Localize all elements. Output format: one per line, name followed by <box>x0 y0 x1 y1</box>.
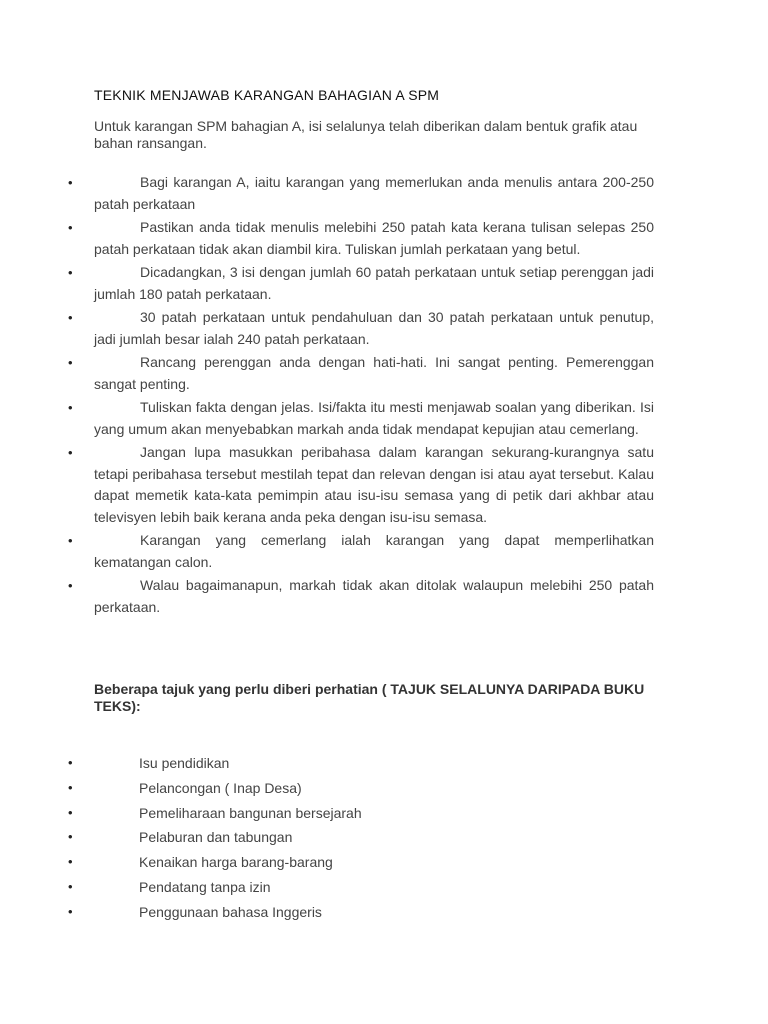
list-item-text: Rancang perenggan anda dengan hati-hati. Ini sangat penting. Pemerenggan sangat penting. <box>94 354 654 392</box>
list-item <box>68 801 654 826</box>
bullet-icon: • <box>68 829 73 845</box>
list-item-text: Walau bagaimanapun, markah tidak akan ditolak walaupun melebihi 250 patah perkataan. <box>94 577 654 615</box>
topics-heading: Beberapa tajuk yang perlu diberi perhatian ( TAJUK SELALUNYA DARIPADA BUKU TEKS): <box>94 681 645 714</box>
topics-list <box>68 751 654 925</box>
list-item <box>68 825 654 850</box>
list-item-text: 30 patah perkataan untuk pendahuluan dan 30 patah perkataan untuk penutup, jadi jumlah besar ialah 240 patah perkataan. <box>94 309 654 347</box>
topic-text: Pelancongan ( Inap Desa) <box>139 779 302 796</box>
bullet-icon: • <box>68 400 73 415</box>
bullet-icon: • <box>68 578 73 593</box>
topic-text: Penggunaan bahasa Inggeris <box>139 903 322 920</box>
bullet-icon: • <box>68 903 73 919</box>
list-item <box>68 751 654 776</box>
list-item-text: Karangan yang cemerlang ialah karangan yang dapat memperlihatkan kematangan calon. <box>94 532 654 570</box>
list-item <box>68 442 654 528</box>
list-item <box>68 172 654 215</box>
topic-text: Pendatang tanpa izin <box>139 878 271 895</box>
list-item <box>68 575 654 618</box>
bullet-icon: • <box>68 265 73 280</box>
bullet-icon: • <box>68 533 73 548</box>
topic-text: Pelaburan dan tabungan <box>139 829 293 846</box>
list-item <box>68 262 654 305</box>
bullet-icon: • <box>68 310 73 325</box>
topic-text: Isu pendidikan <box>139 755 230 771</box>
tips-list <box>68 172 654 620</box>
list-item <box>68 530 654 573</box>
bullet-icon: • <box>68 878 73 894</box>
bullet-icon: • <box>68 854 73 870</box>
list-item <box>68 217 654 260</box>
topic-text: Pemeliharaan bangunan bersejarah <box>139 804 362 821</box>
list-item-text: Dicadangkan, 3 isi dengan jumlah 60 patah perkataan untuk setiap perenggan jadi jumlah 180 patah perkataan. <box>94 264 654 302</box>
bullet-icon: • <box>68 804 73 820</box>
list-item-text: Bagi karangan A, iaitu karangan yang memerlukan anda menulis antara 200-250 patah perkataan <box>94 174 654 212</box>
list-item <box>68 850 654 875</box>
bullet-icon: • <box>68 220 73 235</box>
bullet-icon: • <box>68 355 73 370</box>
intro-paragraph: Untuk karangan SPM bahagian A, isi selalunya telah diberikan dalam bentuk grafik atau bahan ransangan. <box>94 118 638 151</box>
document-title: TEKNIK MENJAWAB KARANGAN BAHAGIAN A SPM <box>94 87 440 103</box>
bullet-icon: • <box>68 175 73 190</box>
topic-text: Kenaikan harga barang-barang <box>139 854 333 871</box>
list-item <box>68 875 654 900</box>
list-item-text: Jangan lupa masukkan peribahasa dalam karangan sekurang-kurangnya satu tetapi peribahasa tersebut mestilah tepat dan relevan dengan isi atau ayat tersebut. Kalau dapat memetik kata-kata pemimpin atau isu-isu semasa yang di petik dari akhbar atau televisyen lebih baik kerana anda peka dengan isu-isu semasa. <box>94 444 654 525</box>
bullet-icon: • <box>68 755 73 770</box>
list-item-text: Tuliskan fakta dengan jelas. Isi/fakta itu mesti menjawab soalan yang diberikan. Isi yang umum akan menyebabkan markah anda tidak mendapat kepujian atau cemerlang. <box>94 399 654 437</box>
list-item <box>68 352 654 395</box>
list-item-text: Pastikan anda tidak menulis melebihi 250 patah kata kerana tulisan selepas 250 patah perkataan tidak akan diambil kira. Tuliskan jumlah perkataan yang betul. <box>94 219 654 257</box>
bullet-icon: • <box>68 779 73 795</box>
list-item <box>68 307 654 350</box>
list-item <box>68 397 654 440</box>
list-item <box>68 776 654 801</box>
bullet-icon: • <box>68 445 73 460</box>
list-item <box>68 900 654 925</box>
